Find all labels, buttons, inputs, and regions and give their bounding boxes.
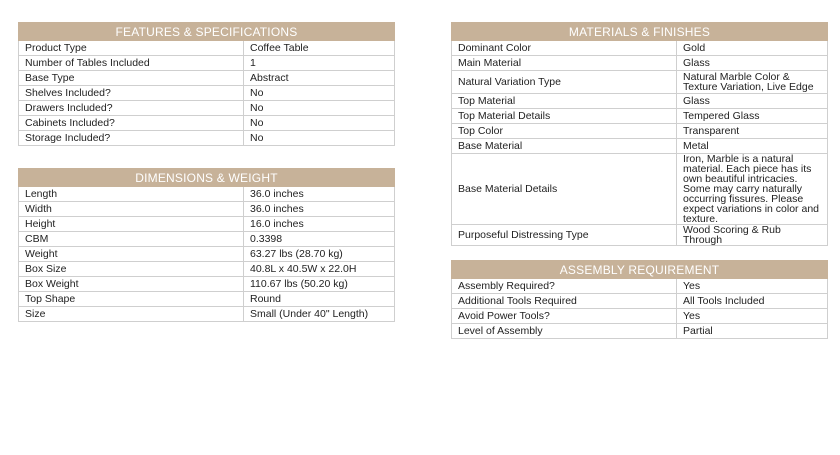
row-value: Round [244,292,395,307]
row-value: Yes [677,279,828,294]
table-row [452,94,828,109]
row-value: Metal [677,139,828,154]
table-row [19,277,395,292]
row-label: Dominant Color [452,41,677,56]
row-value: Iron, Marble is a natural material. Each piece has its own beautiful intricacies. Some may carry naturally occurring fissures. Please expect variations in color and texture. [677,154,828,225]
row-value: 36.0 inches [244,187,395,202]
features-specifications-table [18,22,395,146]
row-label: Size [19,307,244,322]
row-label: Level of Assembly [452,324,677,339]
row-value: Coffee Table [244,41,395,56]
row-value: No [244,86,395,101]
row-label: Top Shape [19,292,244,307]
row-value: 40.8L x 40.5W x 22.0H [244,262,395,277]
row-label: Natural Variation Type [452,71,677,94]
table-row [452,225,828,246]
row-label: Storage Included? [19,131,244,146]
row-value: Glass [677,94,828,109]
row-value: No [244,101,395,116]
row-value: 1 [244,56,395,71]
table-row [452,279,828,294]
row-label: Length [19,187,244,202]
table-row [19,247,395,262]
dimensions-weight-table [18,168,395,322]
assembly-header: ASSEMBLY REQUIREMENT [452,261,828,279]
row-value: Transparent [677,124,828,139]
table-row [19,131,395,146]
materials-header: MATERIALS & FINISHES [452,23,828,41]
row-label: Assembly Required? [452,279,677,294]
row-value: Abstract [244,71,395,86]
row-value: All Tools Included [677,294,828,309]
row-label: Base Material [452,139,677,154]
row-label: Base Type [19,71,244,86]
row-label: Avoid Power Tools? [452,309,677,324]
table-row [19,232,395,247]
row-value: No [244,131,395,146]
row-label: Cabinets Included? [19,116,244,131]
row-value: Tempered Glass [677,109,828,124]
table-row [452,56,828,71]
row-value: No [244,116,395,131]
table-row [452,154,828,225]
row-value: Wood Scoring & Rub Through [677,225,828,246]
features-header: FEATURES & SPECIFICATIONS [19,23,395,41]
row-label: Number of Tables Included [19,56,244,71]
assembly-requirement-table [451,260,828,339]
table-row [452,124,828,139]
table-row [452,309,828,324]
row-label: Width [19,202,244,217]
table-row [19,56,395,71]
table-row [19,217,395,232]
table-row [452,71,828,94]
row-label: Base Material Details [452,154,677,225]
row-value: Yes [677,309,828,324]
row-label: CBM [19,232,244,247]
row-label: Main Material [452,56,677,71]
row-value: Natural Marble Color & Texture Variation, Live Edge [677,71,828,94]
row-label: Box Size [19,262,244,277]
row-value: 0.3398 [244,232,395,247]
row-label: Height [19,217,244,232]
table-row [452,41,828,56]
table-row [452,294,828,309]
table-row [19,41,395,56]
table-row [19,71,395,86]
table-row [19,101,395,116]
materials-finishes-table [451,22,828,246]
row-value: 63.27 lbs (28.70 kg) [244,247,395,262]
table-row [19,202,395,217]
dimensions-header: DIMENSIONS & WEIGHT [19,169,395,187]
row-value: 110.67 lbs (50.20 kg) [244,277,395,292]
row-label: Additional Tools Required [452,294,677,309]
row-value: Small (Under 40" Length) [244,307,395,322]
table-row [452,139,828,154]
row-label: Top Color [452,124,677,139]
row-label: Purposeful Distressing Type [452,225,677,246]
table-row [452,324,828,339]
row-label: Box Weight [19,277,244,292]
row-label: Top Material [452,94,677,109]
table-row [19,116,395,131]
row-label: Top Material Details [452,109,677,124]
table-row [19,292,395,307]
row-value: Partial [677,324,828,339]
table-row [19,307,395,322]
table-row [19,86,395,101]
table-row [452,109,828,124]
row-label: Weight [19,247,244,262]
row-label: Product Type [19,41,244,56]
row-label: Drawers Included? [19,101,244,116]
row-value: Gold [677,41,828,56]
row-value: Glass [677,56,828,71]
row-label: Shelves Included? [19,86,244,101]
row-value: 16.0 inches [244,217,395,232]
table-row [19,262,395,277]
row-value: 36.0 inches [244,202,395,217]
table-row [19,187,395,202]
